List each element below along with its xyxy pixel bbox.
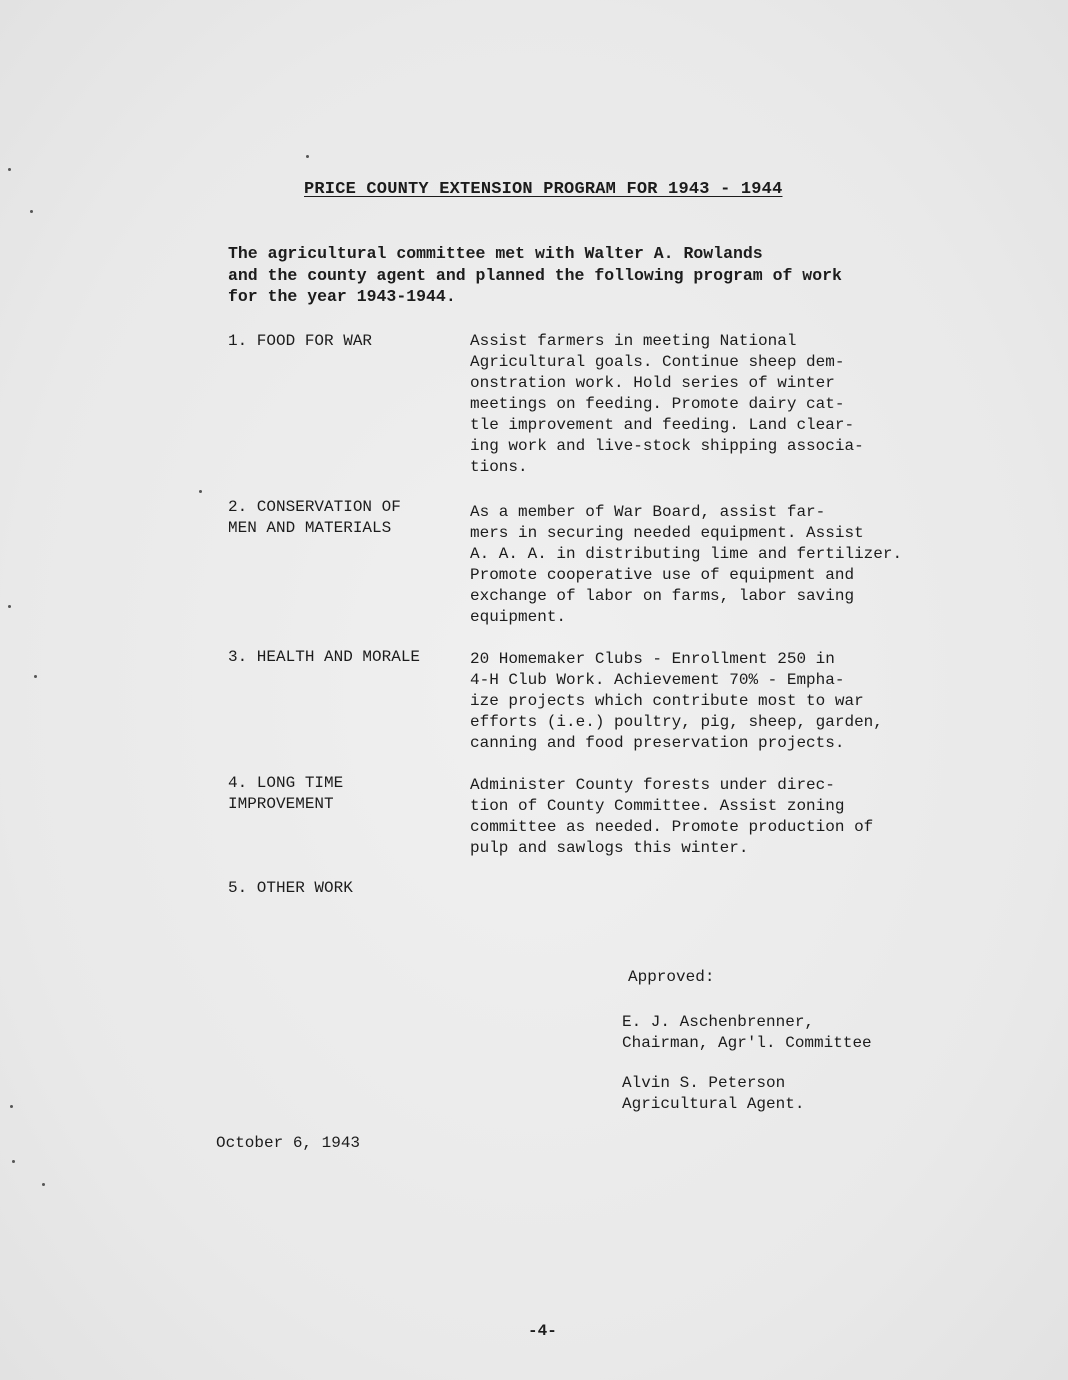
- scan-speck: [199, 490, 202, 493]
- scan-speck: [10, 1105, 13, 1108]
- scan-speck: [34, 675, 37, 678]
- scan-speck: [8, 605, 11, 608]
- document-date: October 6, 1943: [216, 1134, 361, 1152]
- item-description-long-time-improvement: Administer County forests under direc- tion of County Committee. Assist zoning committee as needed. Promote production of pulp and sawlogs this winter.: [470, 776, 874, 857]
- item-description-conservation: As a member of War Board, assist far- mers in securing needed equipment. Assist A. A. A. in distributing lime and fertilizer. Promote cooperative use of equipment and exchange of labor on farms, labor saving equipment.: [470, 503, 903, 626]
- item-label-conservation: 2. CONSERVATION OF MEN AND MATERIALS: [228, 498, 401, 537]
- intro-paragraph: The agricultural committee met with Walter A. Rowlands and the county agent and planned the following program of work for the year 1943-1944.: [228, 244, 842, 306]
- item-label-other-work: 5. OTHER WORK: [228, 879, 353, 897]
- scan-speck: [42, 1183, 45, 1186]
- signatory-agent: Alvin S. Peterson Agricultural Agent.: [622, 1074, 805, 1113]
- scan-speck: [12, 1160, 15, 1163]
- item-label-food-for-war: 1. FOOD FOR WAR: [228, 332, 373, 350]
- item-label-long-time-improvement: 4. LONG TIME IMPROVEMENT: [228, 774, 344, 813]
- signatory-chairman: E. J. Aschenbrenner, Chairman, Agr'l. Committee: [622, 1013, 872, 1052]
- scan-speck: [8, 168, 11, 171]
- scan-speck: [306, 155, 309, 158]
- approved-label: Approved:: [628, 968, 715, 986]
- document-title: PRICE COUNTY EXTENSION PROGRAM FOR 1943 - 1944: [304, 180, 783, 199]
- scan-speck: [30, 210, 33, 213]
- item-description-health-morale: 20 Homemaker Clubs - Enrollment 250 in 4-H Club Work. Achievement 70% - Empha- ize projects which contribute most to war efforts (i.e.) poultry, pig, sheep, garden, canning and food preservation projects.: [470, 650, 883, 752]
- item-label-health-morale: 3. HEALTH AND MORALE: [228, 648, 421, 666]
- page-number: -4-: [528, 1322, 557, 1340]
- item-description-food-for-war: Assist farmers in meeting National Agricultural goals. Continue sheep dem- onstration work. Hold series of winter meetings on feeding. Promote dairy cat- tle improvement and feeding. Land clear- ing work and live-stock shipping associa- tions.: [470, 332, 864, 476]
